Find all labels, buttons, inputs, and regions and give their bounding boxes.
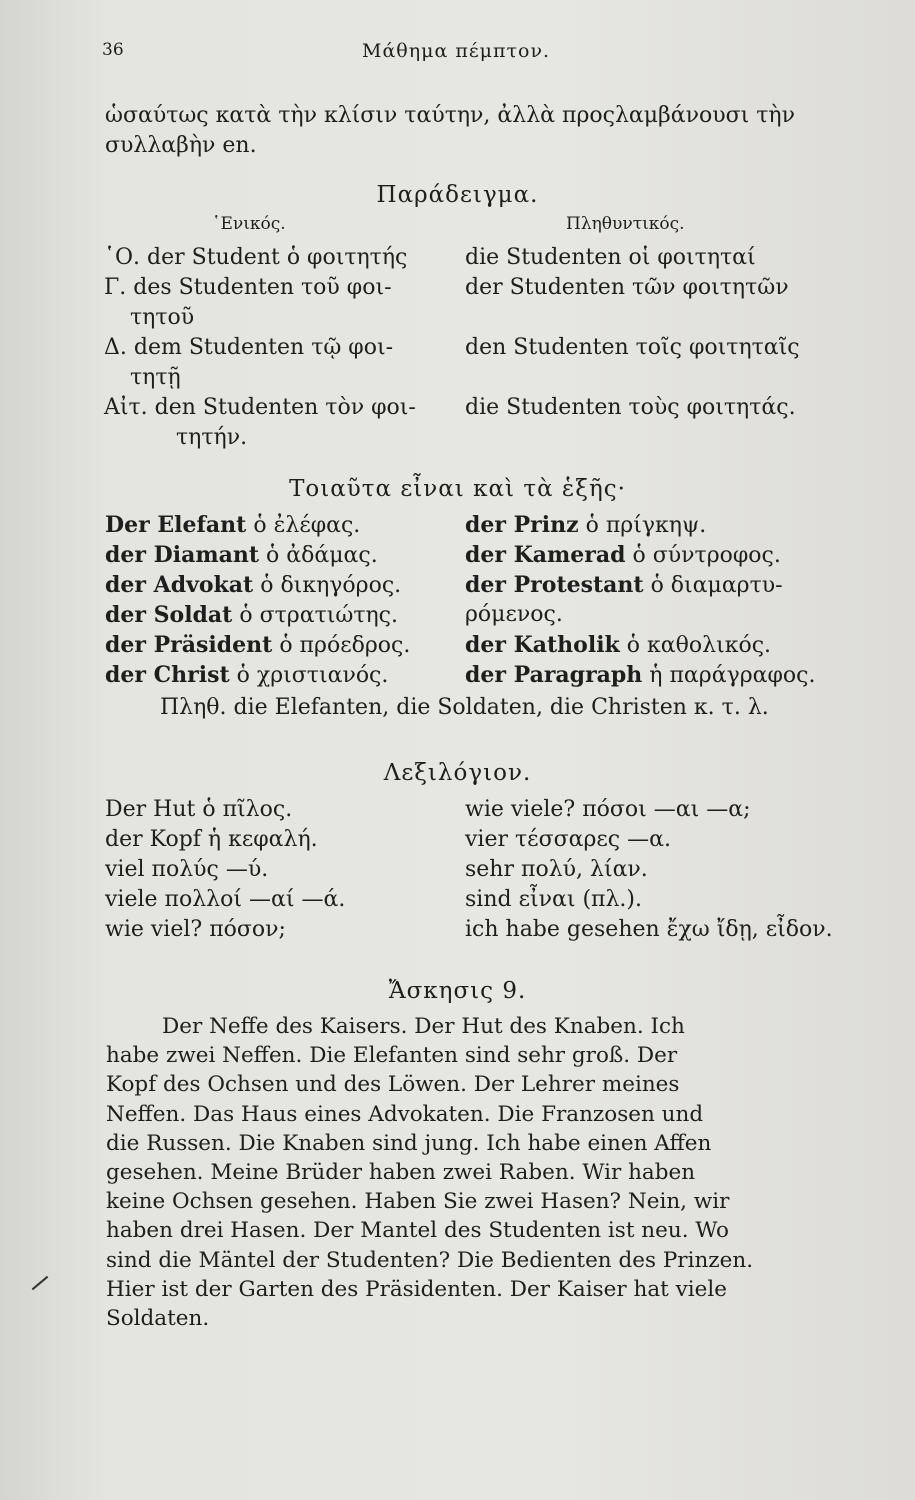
example-sg-row: ῾Ο. der Student ὁ φοιτητής xyxy=(104,245,408,270)
vocab-right-item: sehr πολύ, λίαν. xyxy=(465,857,648,882)
exercise-line: Neffen. Das Haus eines Advokaten. Die Franzosen und xyxy=(106,1101,704,1127)
exercise-line: Soldaten. xyxy=(106,1306,210,1332)
greek-noun: ὁ διαμαρτυ- xyxy=(650,573,783,598)
exercise-line: habe zwei Neffen. Die Elefanten sind sehr groß. Der xyxy=(106,1043,678,1069)
vocab-left-item: viele πολλοί —αί —ά. xyxy=(105,887,346,912)
page-header xyxy=(102,40,792,70)
similar-left-item xyxy=(105,571,401,600)
running-title: Μάθημα πέμπτον. xyxy=(362,40,551,62)
example-sg-row: Γ. des Studenten τοῦ φοι- xyxy=(104,275,392,300)
similar-left-item xyxy=(105,661,388,690)
example-pl-row: die Studenten οἱ φοιτηταί xyxy=(465,245,756,270)
exercise-line: Hier ist der Garten des Präsidenten. Der Kaiser hat viele xyxy=(106,1276,727,1302)
greek-noun: ὁ σύντροφος. xyxy=(632,543,781,568)
exercise-title: Ἄσκησις 9. xyxy=(388,978,527,1004)
greek-noun: ὁ χριστιανός. xyxy=(236,663,389,688)
vocab-right-item: wie viele? πόσοι —αι —α; xyxy=(465,797,751,822)
exercise-line: gesehen. Meine Brüder haben zwei Raben. Wir haben xyxy=(106,1160,696,1186)
example-sg-row: Αἰτ. den Studenten τὸν φοι- xyxy=(104,395,416,420)
vocabulary-title: Λεξιλόγιον. xyxy=(383,760,532,786)
greek-noun: ὁ στρατιώτης. xyxy=(239,603,398,628)
greek-noun: ὁ ἀδάμας. xyxy=(266,543,378,568)
exercise-text xyxy=(106,1012,786,1333)
german-noun: der Protestant xyxy=(465,572,644,598)
vocab-right-item: sind εἶναι (πλ.). xyxy=(465,887,642,912)
example-sg-row: τητοῦ xyxy=(130,305,195,330)
vocab-left-item: wie viel? πόσον; xyxy=(105,917,286,942)
example-sg-row: Δ. dem Studenten τῷ φοι- xyxy=(104,335,394,360)
example-pl-row: die Studenten τοὺς φοιτητάς. xyxy=(465,395,796,420)
example-pl-row: den Studenten τοῖς φοιτηταῖς xyxy=(465,335,800,360)
vocab-left-item: Der Hut ὁ πῖλος. xyxy=(105,797,293,822)
exercise-line: haben drei Hasen. Der Mantel des Studenten ist neu. Wo xyxy=(106,1218,729,1244)
similar-left-item xyxy=(105,511,360,540)
vocab-right-item: ich habe gesehen ἔχω ἴδῃ, εἶδον. xyxy=(465,917,833,942)
similar-title: Τοιαῦτα εἶναι καὶ τὰ ἑξῆς· xyxy=(289,476,626,502)
german-noun: der Kamerad xyxy=(465,542,626,568)
german-noun: der Christ xyxy=(105,662,230,688)
similar-left-item xyxy=(105,541,378,570)
similar-right-item xyxy=(465,511,706,540)
margin-pencil-mark xyxy=(32,1276,49,1290)
exercise-line: Kopf des Ochsen und des Löwen. Der Lehrer meines xyxy=(106,1072,680,1098)
exercise-line: Der Neffe des Kaisers. Der Hut des Knaben. Ich xyxy=(162,1014,685,1039)
german-noun: der Diamant xyxy=(105,542,260,568)
german-noun: der Präsident xyxy=(105,632,273,658)
exercise-line: sind die Mäntel der Studenten? Die Bedienten des Prinzen. xyxy=(106,1247,754,1273)
german-noun: der Katholik xyxy=(465,632,620,658)
exercise-line: die Russen. Die Knaben sind jung. Ich habe einen Affen xyxy=(106,1130,712,1156)
similar-right-item xyxy=(465,571,783,600)
example-sg-row: τητήν. xyxy=(176,425,248,450)
example-sg-row: τητῇ xyxy=(130,365,181,390)
german-noun: der Paragraph xyxy=(465,662,643,688)
similar-right-item xyxy=(465,661,815,690)
german-noun: der Advokat xyxy=(105,572,254,598)
singular-label: ῾Ενικός. xyxy=(212,214,286,234)
exercise-line: keine Ochsen gesehen. Haben Sie zwei Hasen? Nein, wir xyxy=(106,1189,730,1215)
page-number: 36 xyxy=(102,40,124,60)
similar-left-item xyxy=(105,601,398,630)
vocab-right-item: vier τέσσαρες —α. xyxy=(465,827,671,852)
similar-right-item xyxy=(465,541,781,570)
intro-line-2: συλλαβὴν en. xyxy=(105,133,257,158)
greek-noun: ὁ πρίγκηψ. xyxy=(585,513,707,538)
greek-noun: ρόμενος. xyxy=(465,602,563,627)
german-noun: Der Elefant xyxy=(105,512,247,538)
plural-line: Πληθ. die Elefanten, die Soldaten, die Christen κ. τ. λ. xyxy=(160,695,769,720)
vocab-left-item: der Kopf ἡ κεφαλή. xyxy=(105,827,318,852)
similar-right-item xyxy=(465,631,771,660)
greek-noun: ὁ ἐλέφας. xyxy=(253,513,361,538)
vocab-left-item: viel πολύς —ύ. xyxy=(105,857,269,882)
example-pl-row: der Studenten τῶν φοιτητῶν xyxy=(465,275,789,300)
greek-noun: ὁ πρόεδρος. xyxy=(279,633,411,658)
greek-noun: ὁ δικηγόρος. xyxy=(260,573,402,598)
greek-noun: ἡ παράγραφος. xyxy=(649,663,816,688)
similar-right-item xyxy=(465,601,563,629)
plural-label: Πληθυντικός. xyxy=(566,214,685,234)
example-title: Παράδειγμα. xyxy=(376,182,539,208)
intro-line-1: ὡσαύτως κατὰ τὴν κλίσιν ταύτην, ἀλλὰ προςλαμβάνουσι τὴν xyxy=(105,103,795,128)
greek-noun: ὁ καθολικός. xyxy=(626,633,772,658)
german-noun: der Soldat xyxy=(105,602,233,628)
similar-left-item xyxy=(105,631,410,660)
german-noun: der Prinz xyxy=(465,512,579,538)
